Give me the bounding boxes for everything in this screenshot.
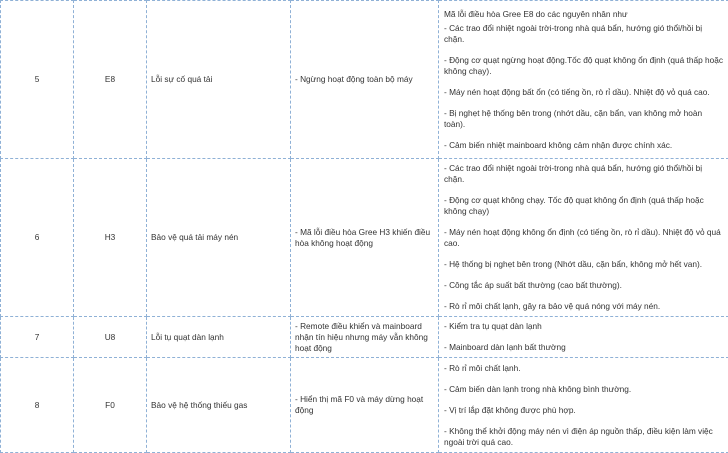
error-symptom: - Mã lỗi điều hòa Gree H3 khiến điều hòa không hoạt động <box>291 159 439 317</box>
cause-item: - Kiểm tra tụ quạt dàn lạnh <box>444 321 724 332</box>
cause-item: - Các trao đổi nhiệt ngoài trời-trong nhà quá bẩn, hướng gió thổi/hồi bị chặn. <box>444 23 724 45</box>
cause-intro: Mã lỗi điều hòa Gree E8 do các nguyên nhân như <box>444 9 724 20</box>
cause-item: - Công tắc áp suất bất thường (cao bất thường). <box>444 280 724 291</box>
table-body <box>1 1 728 453</box>
cause-item: - Vị trí lắp đặt không được phù hợp. <box>444 405 724 416</box>
table-row <box>1 1 728 159</box>
cause-item: - Mainboard dàn lạnh bất thường <box>444 342 724 353</box>
table-row <box>1 317 728 358</box>
error-name: Lỗi tụ quạt dàn lạnh <box>147 317 291 358</box>
error-code: E8 <box>74 1 147 159</box>
cause-item: - Động cơ quạt ngừng hoạt động.Tốc độ quạt không ổn định (quá thấp hoặc không chạy). <box>444 55 724 77</box>
cause-item: - Máy nén hoạt động bất ổn (có tiếng ồn, rò rỉ dầu). Nhiệt độ vỏ quá cao. <box>444 87 724 98</box>
table-row <box>1 358 728 453</box>
row-number: 6 <box>1 159 74 317</box>
error-symptom: - Remote điều khiển và mainboard nhận tín hiệu nhưng máy vẫn không hoạt động <box>291 317 439 358</box>
error-code: H3 <box>74 159 147 317</box>
error-code: U8 <box>74 317 147 358</box>
cause-item: - Máy nén hoạt động không ổn định (có tiếng ồn, rò rỉ dầu). Nhiệt độ vỏ quá cao. <box>444 227 724 249</box>
error-causes <box>439 159 728 317</box>
cause-item: - Hệ thống bị nghẹt bên trong (Nhớt dầu, cặn bẩn, không mở hết van). <box>444 259 724 270</box>
row-number: 5 <box>1 1 74 159</box>
row-number: 8 <box>1 358 74 453</box>
error-causes <box>439 1 728 159</box>
error-causes <box>439 317 728 358</box>
error-symptom: - Ngừng hoạt động toàn bộ máy <box>291 1 439 159</box>
cause-item: - Các trao đổi nhiệt ngoài trời-trong nhà quá bẩn, hướng gió thổi/hồi bị chặn. <box>444 163 724 185</box>
error-name: Bảo vệ hệ thống thiếu gas <box>147 358 291 453</box>
cause-item: - Động cơ quạt không chạy. Tốc độ quạt không ổn định (quá thấp hoặc không chạy) <box>444 195 724 217</box>
cause-item: - Cảm biến nhiệt mainboard không cảm nhận được chính xác. <box>444 140 724 151</box>
error-code: F0 <box>74 358 147 453</box>
cause-item: - Cảm biến dàn lạnh trong nhà không bình thường. <box>444 384 724 395</box>
cause-item: - Rò rỉ môi chất lạnh. <box>444 363 724 374</box>
cause-item: - Bị nghẹt hệ thống bên trong (nhớt dầu, cặn bẩn, van không mở hoàn toàn). <box>444 108 724 130</box>
error-name: Lỗi sự cố quá tải <box>147 1 291 159</box>
error-symptom: - Hiển thị mã F0 và máy dừng hoạt động <box>291 358 439 453</box>
cause-item: - Rò rỉ môi chất lạnh, gây ra bảo vệ quá nóng với máy nén. <box>444 301 724 312</box>
table-row <box>1 159 728 317</box>
error-name: Bảo vệ quá tải máy nén <box>147 159 291 317</box>
error-causes <box>439 358 728 453</box>
cause-item: - Không thể khởi động máy nén vì điện áp nguồn thấp, điều kiện làm việc ngoài trời quá cao. <box>444 426 724 448</box>
row-number: 7 <box>1 317 74 358</box>
